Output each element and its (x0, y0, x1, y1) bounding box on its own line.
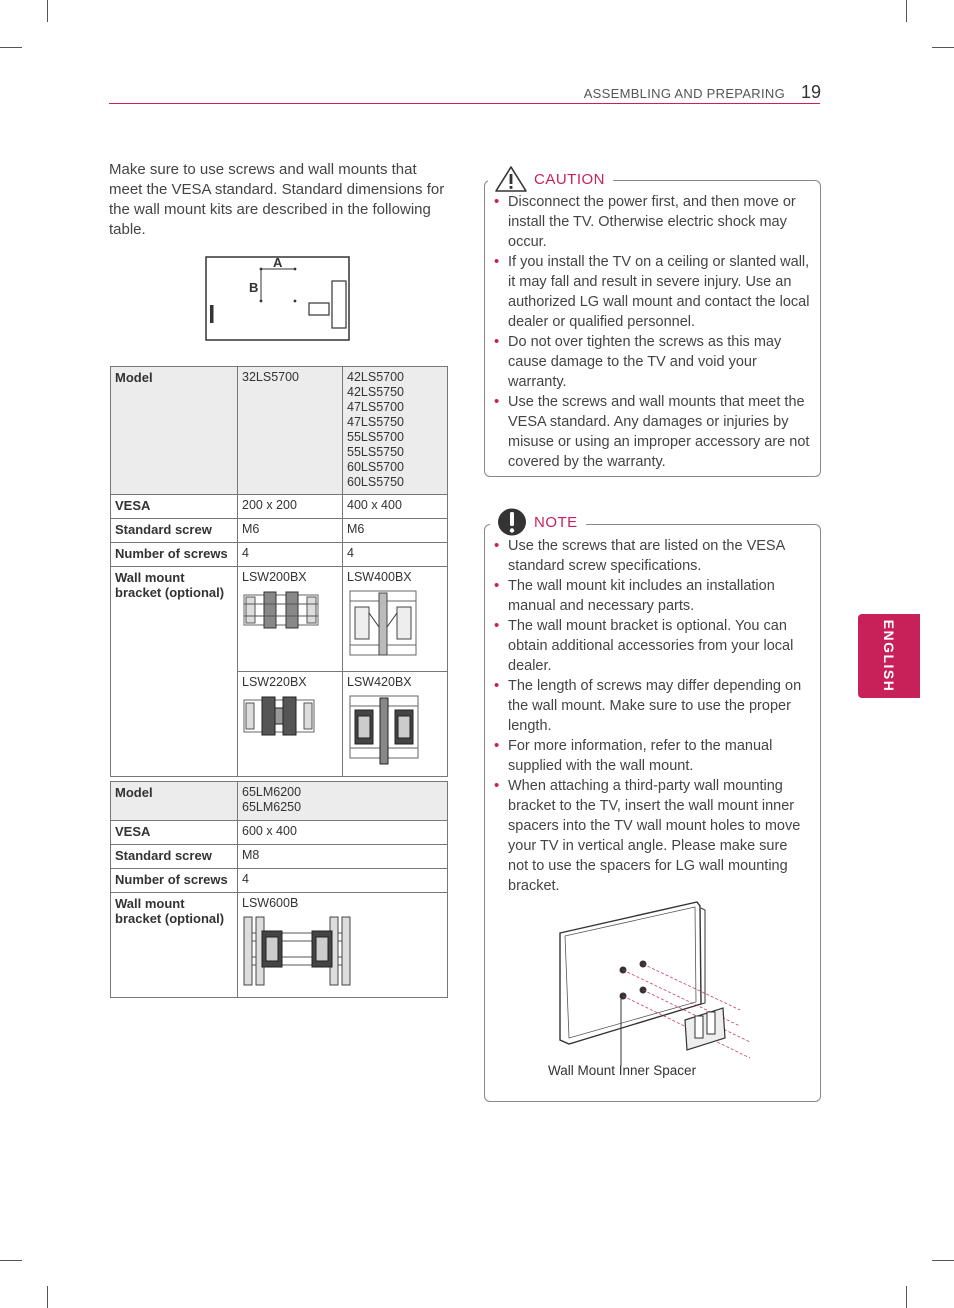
intro-paragraph: Make sure to use screws and wall mounts that meet the VESA standard. Standard dimensions for the wall mount kits are described in the following table. (109, 161, 445, 238)
crop-mark (0, 1260, 22, 1261)
list-item: • Use the screws that are listed on the VESA standard screw specifications. (486, 536, 811, 576)
note-title: NOTE (534, 513, 578, 531)
caution-title: CAUTION (534, 170, 605, 188)
wall-mount-spec-table-2 (110, 781, 448, 998)
model-value: 32LS5700 (238, 367, 343, 495)
caution-list (486, 192, 811, 472)
tv-back-dimension-diagram (204, 255, 354, 345)
screw-value: M8 (238, 845, 448, 869)
wall-mount-spec-table-1 (110, 366, 448, 777)
list-item: • If you install the TV on a ceiling or slanted wall, it may fall and result in severe injury. Use an authorized LG wall mount and contact the local dealer or qualified personnel. (486, 252, 811, 332)
crop-mark (932, 1260, 954, 1261)
row-label-standard-screw: Standard screw (111, 519, 238, 543)
language-tab: ENGLISH (858, 614, 920, 698)
note-exclamation-icon (496, 507, 528, 537)
bracket-model-name: LSW200BX (242, 570, 307, 584)
row-label-standard-screw: Standard screw (111, 845, 238, 869)
bracket-lsw200bx-image (242, 589, 320, 631)
screw-count-value: 4 (238, 869, 448, 893)
row-label-number-of-screws: Number of screws (111, 543, 238, 567)
bracket-model-name: LSW600B (242, 896, 299, 910)
vesa-value: 400 x 400 (343, 495, 448, 519)
row-label-wall-mount-bracket: Wall mount bracket (optional) (111, 893, 238, 998)
section-title: ASSEMBLING AND PREPARING (583, 86, 785, 101)
crop-mark (0, 47, 22, 48)
bracket-model-name: LSW220BX (242, 675, 307, 689)
bracket-model-name: LSW420BX (347, 675, 412, 689)
header-rule (109, 103, 820, 104)
crop-mark (906, 0, 907, 22)
screw-value: M6 (238, 519, 343, 543)
row-label-vesa: VESA (111, 495, 238, 519)
list-item: • Use the screws and wall mounts that meet the VESA standard. Any damages or injuries by misuse or using an improper accessory are not covered by the warranty. (486, 392, 811, 472)
crop-mark (932, 47, 954, 48)
list-item: • The length of screws may differ depending on the wall mount. Make sure to use the proper length. (486, 676, 811, 736)
wall-mount-inner-spacer-illustration (555, 898, 760, 1068)
note-header (490, 506, 586, 538)
row-label-wall-mount-bracket: Wall mount bracket (optional) (111, 567, 238, 777)
vesa-value: 600 x 400 (238, 821, 448, 845)
list-item: • For more information, refer to the manual supplied with the wall mount. (486, 736, 811, 776)
list-item: • The wall mount kit includes an installation manual and necessary parts. (486, 576, 811, 616)
bracket-lsw220bx-image (242, 694, 316, 738)
row-label-number-of-screws: Number of screws (111, 869, 238, 893)
bracket-cell (238, 672, 343, 777)
crop-mark (906, 1286, 907, 1308)
row-label-vesa: VESA (111, 821, 238, 845)
bracket-lsw600b-image (242, 913, 352, 989)
page-number: 19 (801, 82, 822, 102)
row-label-model: Model (111, 367, 238, 495)
model-list: 42LS5700 42LS5750 47LS5700 47LS5750 55LS5700 55LS5750 60LS5700 60LS5750 (343, 367, 448, 495)
caution-triangle-icon (494, 165, 528, 193)
caution-header (488, 165, 613, 193)
spacer-caption: Wall Mount Inner Spacer (548, 1063, 697, 1078)
bracket-lsw420bx-image (347, 692, 421, 768)
model-list: 65LM6200 65LM6250 (238, 782, 448, 821)
vesa-value: 200 x 200 (238, 495, 343, 519)
bracket-cell (343, 567, 448, 672)
list-item: • When attaching a third-party wall mounting bracket to the TV, insert the wall mount inner spacers into the TV wall mount holes to move your TV in vertical angle. Please make sure not to use the spacers for LG wall mounting bracket. (486, 776, 811, 896)
screw-count-value: 4 (343, 543, 448, 567)
screw-count-value: 4 (238, 543, 343, 567)
list-item: • Do not over tighten the screws as this may cause damage to the TV and void your warranty. (486, 332, 811, 392)
crop-mark (47, 1286, 48, 1308)
bracket-lsw400bx-image (347, 587, 419, 663)
note-list (486, 536, 811, 896)
screw-value: M6 (343, 519, 448, 543)
dimension-a-label: A (273, 255, 283, 270)
bracket-cell (343, 672, 448, 777)
list-item: • The wall mount bracket is optional. You can obtain additional accessories from your local dealer. (486, 616, 811, 676)
bracket-cell (238, 893, 448, 998)
crop-mark (47, 0, 48, 22)
row-label-model: Model (111, 782, 238, 821)
list-item: • Disconnect the power first, and then move or install the TV. Otherwise electric shock may occur. (486, 192, 811, 252)
bracket-model-name: LSW400BX (347, 570, 412, 584)
dimension-b-label: B (249, 280, 259, 295)
bracket-cell (238, 567, 343, 672)
